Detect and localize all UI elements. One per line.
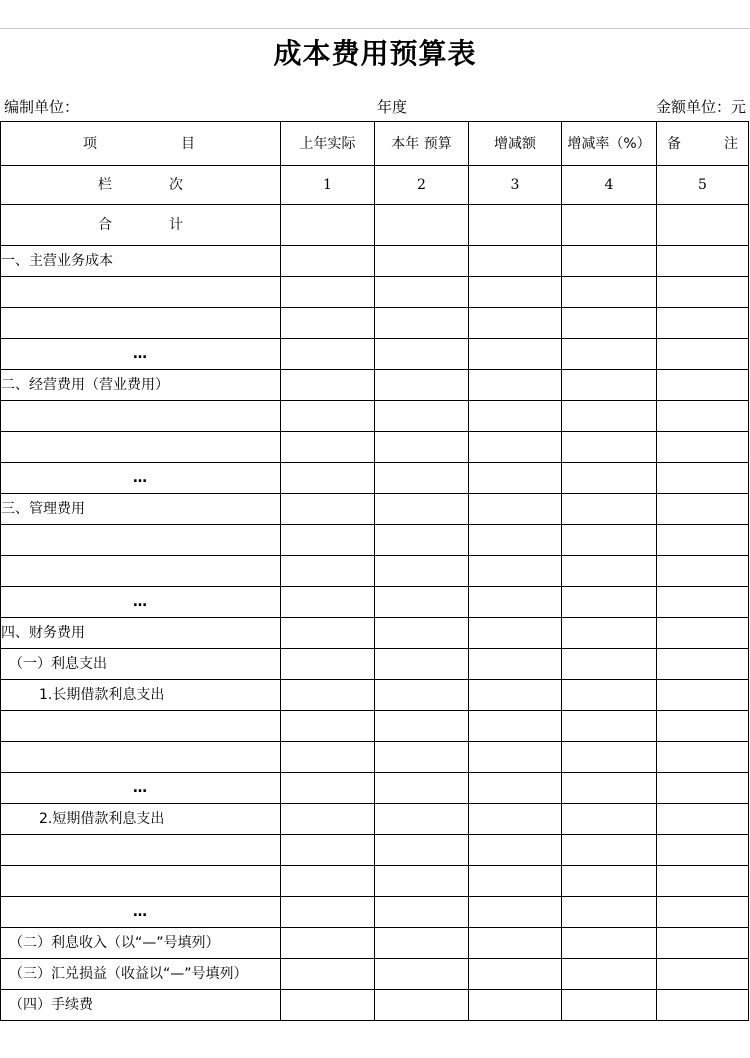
table-cell[interactable] <box>281 339 375 370</box>
row-label <box>1 711 281 742</box>
row-label: 二、经营费用（营业费用） <box>1 370 281 401</box>
row-label <box>1 432 281 463</box>
table-cell[interactable] <box>562 928 657 959</box>
table-cell[interactable] <box>562 556 657 587</box>
table-cell[interactable] <box>375 742 469 773</box>
column-index-label-right: 次 <box>168 177 183 193</box>
table-row <box>1 401 749 432</box>
table-row <box>1 370 749 401</box>
table-cell[interactable] <box>469 835 562 866</box>
table-cell[interactable] <box>657 246 749 277</box>
table-cell[interactable] <box>469 897 562 928</box>
table-cell[interactable] <box>281 525 375 556</box>
table-cell[interactable] <box>281 463 375 494</box>
row-label: （三）汇兑损益（收益以“—”号填列） <box>1 959 281 990</box>
table-cell[interactable] <box>657 401 749 432</box>
table-row <box>1 277 749 308</box>
column-header-remark-left: 备 <box>667 135 681 152</box>
table-row <box>1 525 749 556</box>
row-label: 1.长期借款利息支出 <box>1 680 281 711</box>
table-row <box>1 804 749 835</box>
table-cell[interactable] <box>657 556 749 587</box>
column-index-4: 4 <box>562 166 657 205</box>
table-cell[interactable] <box>562 835 657 866</box>
preparing-unit-label: 编制单位： <box>4 98 80 116</box>
table-cell[interactable] <box>375 618 469 649</box>
table-cell[interactable] <box>469 742 562 773</box>
table-cell[interactable] <box>281 990 375 1021</box>
table-cell[interactable] <box>657 835 749 866</box>
table-cell[interactable] <box>281 432 375 463</box>
ellipsis-row-label: … <box>1 463 281 494</box>
table-cell[interactable] <box>281 370 375 401</box>
table-cell[interactable] <box>469 432 562 463</box>
table-cell[interactable] <box>469 959 562 990</box>
ellipsis-row-label: … <box>1 339 281 370</box>
table-cell[interactable] <box>469 711 562 742</box>
table-cell[interactable] <box>562 370 657 401</box>
table-cell[interactable] <box>657 959 749 990</box>
column-header-prev-actual: 上年实际 <box>281 122 375 166</box>
budget-table <box>0 121 749 1021</box>
table-cell[interactable] <box>562 401 657 432</box>
header-row <box>1 122 749 166</box>
table-cell[interactable] <box>469 618 562 649</box>
row-label <box>1 866 281 897</box>
table-row <box>1 649 749 680</box>
table-row <box>1 463 749 494</box>
table-row <box>1 308 749 339</box>
table-cell[interactable] <box>375 401 469 432</box>
table-cell[interactable] <box>281 618 375 649</box>
column-header-remark <box>657 122 749 166</box>
table-cell[interactable] <box>469 990 562 1021</box>
table-row <box>1 680 749 711</box>
table-cell[interactable] <box>657 587 749 618</box>
table-cell[interactable] <box>469 246 562 277</box>
row-label <box>1 308 281 339</box>
table-cell[interactable] <box>281 804 375 835</box>
table-cell[interactable] <box>657 525 749 556</box>
table-row <box>1 866 749 897</box>
table-cell[interactable] <box>375 773 469 804</box>
table-cell[interactable] <box>281 649 375 680</box>
table-cell[interactable] <box>375 556 469 587</box>
table-cell[interactable] <box>281 959 375 990</box>
table-cell[interactable] <box>657 339 749 370</box>
table-cell[interactable] <box>375 711 469 742</box>
table-cell[interactable] <box>281 205 375 246</box>
table-cell[interactable] <box>469 928 562 959</box>
table-cell[interactable] <box>657 370 749 401</box>
sheet-top-gridline <box>0 28 750 29</box>
table-cell[interactable] <box>281 711 375 742</box>
column-index-label-left: 栏 <box>98 177 113 193</box>
table-row <box>1 246 749 277</box>
table-cell[interactable] <box>562 773 657 804</box>
table-cell[interactable] <box>281 742 375 773</box>
table-cell[interactable] <box>562 205 657 246</box>
table-row <box>1 494 749 525</box>
table-cell[interactable] <box>375 277 469 308</box>
ellipsis-row-label: … <box>1 587 281 618</box>
table-cell[interactable] <box>375 463 469 494</box>
table-cell[interactable] <box>562 246 657 277</box>
table-cell[interactable] <box>281 494 375 525</box>
row-label <box>1 525 281 556</box>
table-row <box>1 897 749 928</box>
row-label <box>1 277 281 308</box>
table-cell[interactable] <box>562 804 657 835</box>
row-label <box>1 556 281 587</box>
column-header-change-amount: 增减额 <box>469 122 562 166</box>
row-label: 一、主营业务成本 <box>1 246 281 277</box>
table-cell[interactable] <box>469 308 562 339</box>
column-index-1: 1 <box>281 166 375 205</box>
table-cell[interactable] <box>562 525 657 556</box>
table-cell[interactable] <box>657 897 749 928</box>
table-row <box>1 432 749 463</box>
table-cell[interactable] <box>562 897 657 928</box>
total-label-right: 计 <box>168 217 183 233</box>
table-cell[interactable] <box>281 866 375 897</box>
column-header-remark-right: 注 <box>724 135 738 152</box>
table-cell[interactable] <box>375 897 469 928</box>
table-cell[interactable] <box>562 308 657 339</box>
table-cell[interactable] <box>562 649 657 680</box>
table-cell[interactable] <box>469 339 562 370</box>
row-label <box>1 835 281 866</box>
table-cell[interactable] <box>469 277 562 308</box>
row-label: 四、财务费用 <box>1 618 281 649</box>
table-cell[interactable] <box>469 401 562 432</box>
column-header-item <box>1 122 281 166</box>
table-row <box>1 742 749 773</box>
table-row <box>1 928 749 959</box>
table-cell[interactable] <box>469 494 562 525</box>
table-cell[interactable] <box>657 205 749 246</box>
table-cell[interactable] <box>375 587 469 618</box>
table-cell[interactable] <box>657 649 749 680</box>
table-cell[interactable] <box>657 773 749 804</box>
table-cell[interactable] <box>375 990 469 1021</box>
table-cell[interactable] <box>281 401 375 432</box>
column-header-item-left: 项 <box>83 135 97 152</box>
table-cell[interactable] <box>469 205 562 246</box>
table-cell[interactable] <box>657 804 749 835</box>
total-label-left: 合 <box>98 217 113 233</box>
table-cell[interactable] <box>657 618 749 649</box>
row-label <box>1 401 281 432</box>
table-cell[interactable] <box>562 432 657 463</box>
table-cell[interactable] <box>562 277 657 308</box>
table-cell[interactable] <box>562 587 657 618</box>
column-index-row <box>1 166 749 205</box>
table-cell[interactable] <box>281 246 375 277</box>
table-row <box>1 711 749 742</box>
table-cell[interactable] <box>375 928 469 959</box>
table-cell[interactable] <box>657 432 749 463</box>
row-label: （四）手续费 <box>1 990 281 1021</box>
table-cell[interactable] <box>657 990 749 1021</box>
table-cell[interactable] <box>375 804 469 835</box>
table-cell[interactable] <box>657 711 749 742</box>
table-cell[interactable] <box>657 680 749 711</box>
table-cell[interactable] <box>562 618 657 649</box>
column-header-change-rate: 增减率（%） <box>562 122 657 166</box>
table-cell[interactable] <box>281 308 375 339</box>
table-cell[interactable] <box>375 370 469 401</box>
table-cell[interactable] <box>281 897 375 928</box>
table-cell[interactable] <box>469 804 562 835</box>
table-cell[interactable] <box>469 649 562 680</box>
row-label <box>1 742 281 773</box>
table-cell[interactable] <box>375 494 469 525</box>
table-cell[interactable] <box>469 773 562 804</box>
table-cell[interactable] <box>375 246 469 277</box>
year-label: 年度 <box>377 98 408 116</box>
ellipsis-row-label: … <box>1 897 281 928</box>
table-row <box>1 990 749 1021</box>
table-cell[interactable] <box>375 339 469 370</box>
table-row <box>1 618 749 649</box>
table-cell[interactable] <box>562 959 657 990</box>
table-cell[interactable] <box>562 711 657 742</box>
column-index-5: 5 <box>657 166 749 205</box>
table-cell[interactable] <box>469 370 562 401</box>
table-cell[interactable] <box>469 680 562 711</box>
table-cell[interactable] <box>375 649 469 680</box>
table-cell[interactable] <box>657 277 749 308</box>
table-cell[interactable] <box>657 463 749 494</box>
table-cell[interactable] <box>281 928 375 959</box>
table-cell[interactable] <box>375 432 469 463</box>
table-cell[interactable] <box>281 773 375 804</box>
table-row <box>1 773 749 804</box>
table-cell[interactable] <box>562 866 657 897</box>
total-label <box>1 205 281 246</box>
table-row <box>1 556 749 587</box>
row-label: 2.短期借款利息支出 <box>1 804 281 835</box>
column-index-2: 2 <box>375 166 469 205</box>
table-cell[interactable] <box>657 494 749 525</box>
table-cell[interactable] <box>657 308 749 339</box>
column-header-item-right: 目 <box>181 135 195 152</box>
table-cell[interactable] <box>469 587 562 618</box>
table-cell[interactable] <box>657 928 749 959</box>
table-cell[interactable] <box>375 835 469 866</box>
table-cell[interactable] <box>657 866 749 897</box>
table-cell[interactable] <box>562 742 657 773</box>
table-cell[interactable] <box>375 680 469 711</box>
table-cell[interactable] <box>281 680 375 711</box>
table-cell[interactable] <box>469 463 562 494</box>
table-cell[interactable] <box>562 494 657 525</box>
table-cell[interactable] <box>469 556 562 587</box>
table-cell[interactable] <box>281 556 375 587</box>
table-row <box>1 959 749 990</box>
table-cell[interactable] <box>469 525 562 556</box>
table-cell[interactable] <box>281 277 375 308</box>
row-label: （二）利息收入（以“—”号填列） <box>1 928 281 959</box>
table-cell[interactable] <box>562 680 657 711</box>
table-row <box>1 587 749 618</box>
table-cell[interactable] <box>657 742 749 773</box>
ellipsis-row-label: … <box>1 773 281 804</box>
table-cell[interactable] <box>375 866 469 897</box>
table-cell[interactable] <box>562 463 657 494</box>
amount-unit-label: 金额单位：元 <box>655 98 746 116</box>
row-label: （一）利息支出 <box>1 649 281 680</box>
table-row <box>1 835 749 866</box>
table-cell[interactable] <box>469 866 562 897</box>
column-header-this-budget: 本年 预算 <box>375 122 469 166</box>
table-cell[interactable] <box>375 525 469 556</box>
total-row <box>1 205 749 246</box>
table-cell[interactable] <box>562 990 657 1021</box>
table-cell[interactable] <box>281 587 375 618</box>
table-row <box>1 339 749 370</box>
table-cell[interactable] <box>562 339 657 370</box>
table-cell[interactable] <box>375 205 469 246</box>
page-title: 成本费用预算表 <box>273 37 477 70</box>
table-cell[interactable] <box>375 308 469 339</box>
column-index-3: 3 <box>469 166 562 205</box>
column-index-label <box>1 166 281 205</box>
table-cell[interactable] <box>281 835 375 866</box>
table-cell[interactable] <box>375 959 469 990</box>
row-label: 三、管理费用 <box>1 494 281 525</box>
